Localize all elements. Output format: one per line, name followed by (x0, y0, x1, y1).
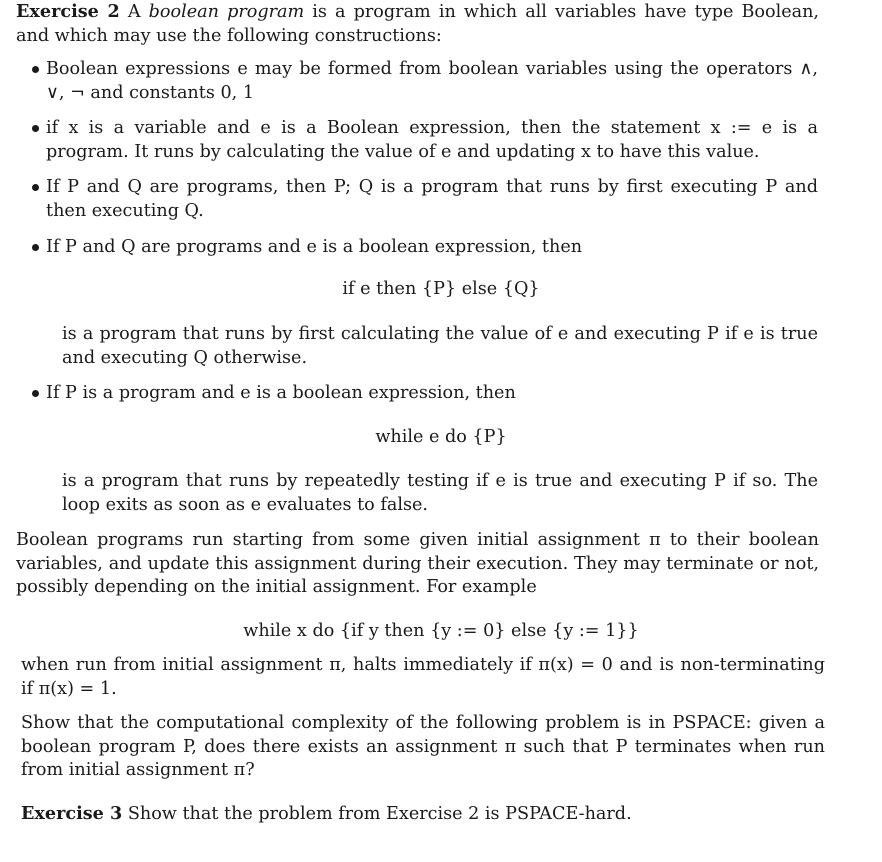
exercise2-heading: Exercise 2 (16, 1, 120, 22)
list-item (46, 382, 818, 406)
list-item (46, 176, 818, 223)
bullet-dot (32, 125, 39, 132)
bullet-dot (32, 390, 39, 397)
boolean-programs-paragraph: Boolean programs run starting from some given initial assignment π to their boolean variables, and update this assignment during their execution. They may terminate or not, possibly depending on the initial assignment. For example (16, 530, 819, 597)
exercise2-intro-a: A (127, 2, 141, 22)
while-do-description: is a program that runs by repeatedly testing if e is true and executing P if so. The loop exits as soon as e evaluates to false. (62, 471, 818, 515)
list-item (46, 58, 818, 105)
list-item (46, 236, 818, 260)
bullet-dot (32, 184, 39, 191)
bullet-text: If P and Q are programs, then P; Q is a program that runs by first executing P and then executing Q. (46, 177, 818, 221)
if-then-else-display: if e then {P} else {Q} (342, 279, 540, 299)
bullet-text: if x is a variable and e is a Boolean expression, then the statement x := e is a program. It runs by calculating the value of e and updating x to have this value. (46, 118, 818, 162)
exercise3-text: Show that the problem from Exercise 2 is PSPACE-hard. (127, 804, 632, 824)
exercise2-intro-b: is a program in which all variables have type Boolean, and which may use the following constructions: (16, 2, 820, 46)
exercise3-heading: Exercise 3 (21, 803, 123, 824)
exercise3-paragraph (21, 802, 825, 827)
pspace-membership-question: Show that the computational complexity of the following problem is in PSPACE: given a boolean program P, does there exists an assignment π such that P terminates when run from initial assignment π? (21, 713, 825, 780)
list-item (46, 117, 818, 164)
boolean-program-term: boolean program (148, 2, 305, 22)
exercise2-intro (16, 0, 819, 48)
if-then-else-description: is a program that runs by first calculating the value of e and executing P if e is true and executing Q otherwise. (62, 324, 818, 368)
bullet-dot (32, 244, 39, 251)
example-behaviour-paragraph: when run from initial assignment π, halts immediately if π(x) = 0 and is non-terminating if π(x) = 1. (21, 655, 825, 699)
bullet-dot (32, 66, 39, 73)
bullet-text: If P and Q are programs and e is a boolean expression, then (46, 237, 583, 257)
bullet-text: If P is a program and e is a boolean expression, then (46, 383, 516, 403)
while-do-display: while e do {P} (375, 427, 507, 447)
example-program-display: while x do {if y then {y := 0} else {y := 1}} (243, 621, 639, 641)
bullet-text: Boolean expressions e may be formed from boolean variables using the operators ∧, ∨, ¬ and constants 0, 1 (46, 59, 818, 103)
